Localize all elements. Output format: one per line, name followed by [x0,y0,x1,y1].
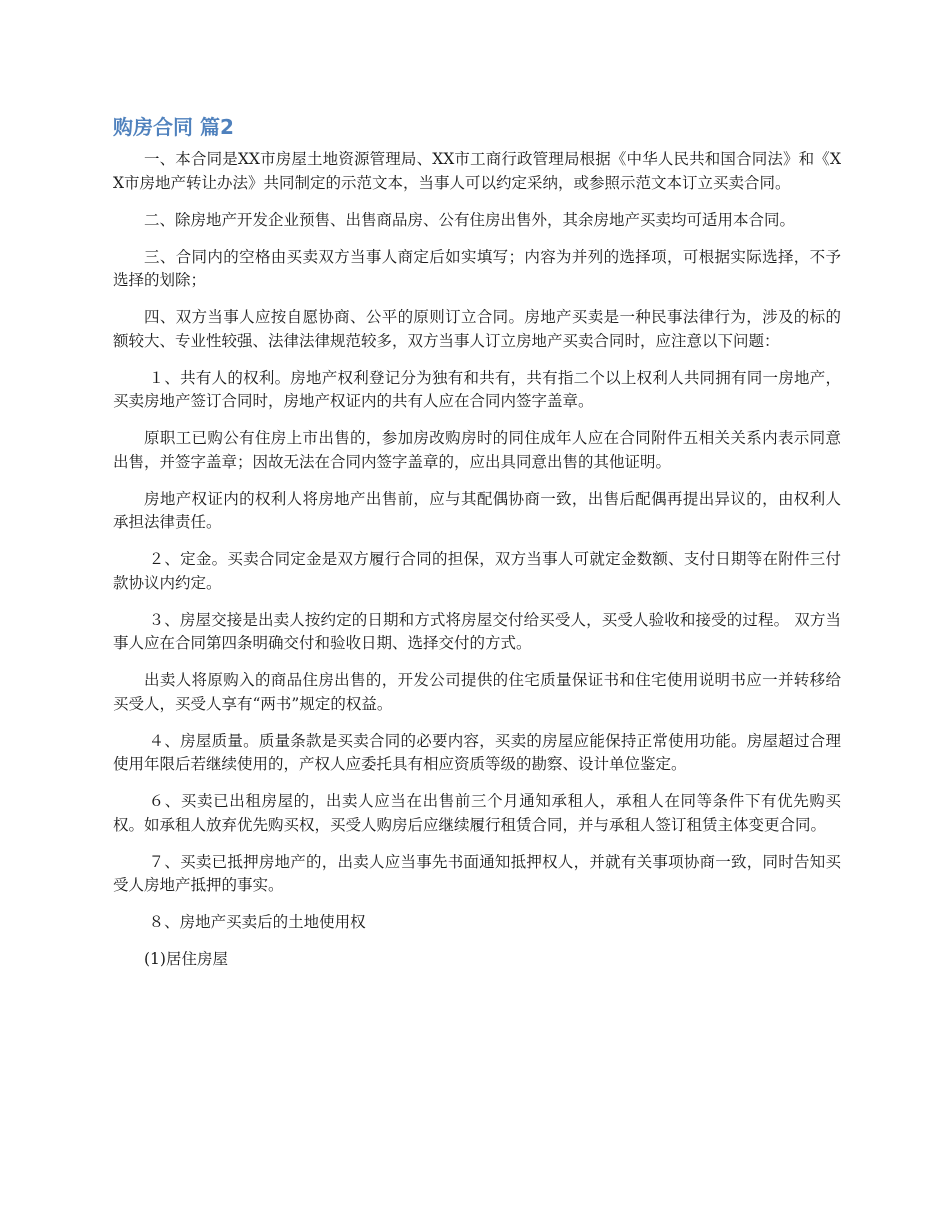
paragraph-11: ４、房屋质量。质量条款是买卖合同的必要内容，买卖的房屋应能保持正常使用功能。房屋超过合理使用年限后若继续使用的，产权人应委托具有相应资质等级的勘察、设计单位鉴定。 [113,731,841,773]
paragraph-2: 二、除房地产开发企业预售、出售商品房、公有住房出售外，其余房地产买卖均可适用本合同。 [144,210,796,229]
paragraph-7: 房地产权证内的权利人将房地产出售前，应与其配偶协商一致，出售后配偶再提出异议的，由权利人承担法律责任。 [113,489,841,531]
paragraph-12: ６、买卖已出租房屋的，出卖人应当在出售前三个月通知承租人，承租人在同等条件下有优先购买权。如承租人放弃优先购买权，买受人购房后应继续履行租赁合同，并与承租人签订租赁主体变更合同。 [113,792,841,834]
document-title: 购房合同 篇2 [113,115,234,139]
paragraph-10: 出卖人将原购入的商品住房出售的，开发公司提供的住宅质量保证书和住宅使用说明书应一并转移给买受人，买受人享有“两书”规定的权益。 [113,671,841,713]
paragraph-6: 原职工已购公有住房上市出售的，参加房改购房时的同住成年人应在合同附件五相关关系内表示同意出售，并签字盖章；因故无法在合同内签字盖章的，应出具同意出售的其他证明。 [113,429,841,471]
paragraph-5: １、共有人的权利。房地产权利登记分为独有和共有，共有指二个以上权利人共同拥有同一房地产，买卖房地产签订合同时，房地产权证内的共有人应在合同内签字盖章。 [113,368,841,410]
paragraph-3: 三、合同内的空格由买卖双方当事人商定后如实填写；内容为并列的选择项，可根据实际选择，不予选择的划除； [113,247,841,289]
paragraph-4: 四、双方当事人应按自愿协商、公平的原则订立合同。房地产买卖是一种民事法律行为，涉及的标的额较大、专业性较强、法律法律规范较多，双方当事人订立房地产买卖合同时，应注意以下问题： [113,308,841,350]
paragraph-9: ３、房屋交接是出卖人按约定的日期和方式将房屋交付给买受人，买受人验收和接受的过程。 双方当事人应在合同第四条明确交付和验收日期、选择交付的方式。 [113,610,841,652]
document-body [113,148,841,985]
paragraph-13: ７、买卖已抵押房地产的，出卖人应当事先书面通知抵押权人，并就有关事项协商一致，同时告知买受人房地产抵押的事实。 [113,852,841,894]
paragraph-1: 一、本合同是XX市房屋土地资源管理局、XX市工商行政管理局根据《中华人民共和国合同法》和《XX市房地产转让办法》共同制定的示范文本，当事人可以约定采纳，或参照示范文本订立买卖合同。 [113,150,841,192]
paragraph-15: (1)居住房屋 [144,950,228,968]
paragraph-14: ８、房地产买卖后的土地使用权 [148,913,366,931]
paragraph-8: ２、定金。买卖合同定金是双方履行合同的担保，双方当事人可就定金数额、支付日期等在附件三付款协议内约定。 [113,550,841,592]
